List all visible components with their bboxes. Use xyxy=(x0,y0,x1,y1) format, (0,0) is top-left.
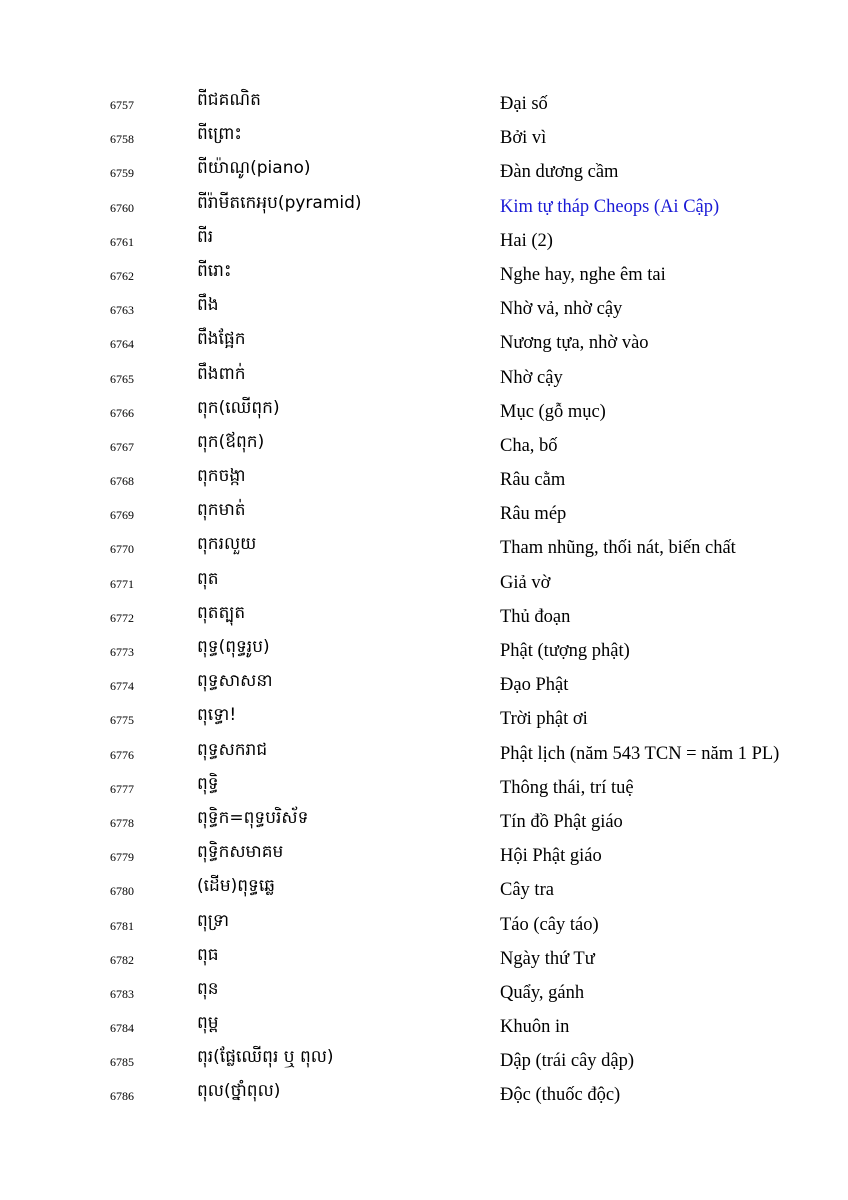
entry-row xyxy=(0,1043,848,1077)
entry-row xyxy=(0,360,848,394)
entry-row xyxy=(0,599,848,633)
khmer-term: (ដើម)ពុទ្ធឆ្លេ xyxy=(197,876,276,897)
vietnamese-meaning: Cha, bố xyxy=(500,435,558,456)
vietnamese-meaning: Đại số xyxy=(500,94,548,114)
entry-row xyxy=(0,633,848,667)
khmer-term: ពឹងពាក់ xyxy=(197,363,246,384)
khmer-term: ពុក(ឈើពុក) xyxy=(197,397,280,418)
vietnamese-meaning: Tham nhũng, thối nát, biến chất xyxy=(500,538,736,559)
vietnamese-meaning: Thủ đoạn xyxy=(500,606,571,627)
khmer-term: ពីព្រោះ xyxy=(197,124,242,145)
entry-row xyxy=(0,838,848,872)
khmer-term: ពឹង xyxy=(197,295,219,316)
vietnamese-meaning: Đạo Phật xyxy=(500,675,569,696)
vietnamese-meaning: Quẩy, gánh xyxy=(500,982,585,1003)
vietnamese-meaning: Đàn dương cầm xyxy=(500,162,619,183)
entry-number: 6759 xyxy=(110,166,134,181)
entry-row xyxy=(0,1009,848,1043)
entry-number: 6763 xyxy=(110,303,134,318)
entry-number: 6768 xyxy=(110,474,134,489)
khmer-term: ពុទ្ធោ! xyxy=(197,705,237,726)
vietnamese-meaning: Nghe hay, nghe êm tai xyxy=(500,264,666,285)
entry-number: 6779 xyxy=(110,850,134,865)
vietnamese-meaning: Táo (cây táo) xyxy=(500,914,599,935)
vietnamese-meaning: Mục (gỗ mục) xyxy=(500,401,606,422)
entry-number: 6786 xyxy=(110,1089,134,1104)
entry-row xyxy=(0,154,848,188)
khmer-term: ពុន xyxy=(197,978,219,999)
entry-number: 6778 xyxy=(110,815,134,830)
entry-number: 6761 xyxy=(110,234,134,249)
khmer-term: ពុម្ព xyxy=(197,1013,219,1034)
khmer-term: ពឹងផ្អែក xyxy=(197,329,246,350)
dictionary-entry-list xyxy=(0,86,848,1112)
entry-number: 6772 xyxy=(110,610,134,625)
khmer-term: ពីរ xyxy=(197,226,214,247)
entry-row xyxy=(0,1077,848,1111)
entry-number: 6782 xyxy=(110,952,134,967)
khmer-term: ពុករលួយ xyxy=(197,534,257,555)
entry-number: 6769 xyxy=(110,508,134,523)
entry-row xyxy=(0,530,848,564)
entry-number: 6765 xyxy=(110,371,134,386)
vietnamese-meaning: Nhờ vả, nhờ cậy xyxy=(500,299,623,320)
vietnamese-meaning: Trời phật ơi xyxy=(500,709,588,730)
entry-number: 6780 xyxy=(110,884,134,899)
entry-number: 6770 xyxy=(110,542,134,557)
khmer-term: ពុត xyxy=(197,568,219,589)
entry-number: 6777 xyxy=(110,781,134,796)
entry-row xyxy=(0,907,848,941)
entry-row xyxy=(0,394,848,428)
entry-row xyxy=(0,872,848,906)
vietnamese-meaning: Hai (2) xyxy=(500,230,553,251)
khmer-term: ពុទ្រា xyxy=(197,910,230,931)
entry-number: 6776 xyxy=(110,747,134,762)
vietnamese-meaning: Cây tra xyxy=(500,880,554,901)
vietnamese-meaning: Hội Phật giáo xyxy=(500,846,602,867)
entry-row xyxy=(0,291,848,325)
entry-number: 6774 xyxy=(110,679,134,694)
entry-row xyxy=(0,86,848,120)
vietnamese-meaning: Phật (tượng phật) xyxy=(500,641,630,661)
entry-number: 6758 xyxy=(110,132,134,147)
khmer-term: ពុទ្ធសករាជ xyxy=(197,739,268,760)
khmer-term: ពុកមាត់ xyxy=(197,500,246,521)
vietnamese-meaning: Nhờ cậy xyxy=(500,367,563,388)
khmer-term: ពុក(ឪពុក) xyxy=(197,431,265,452)
entry-number: 6757 xyxy=(110,98,134,112)
entry-row xyxy=(0,941,848,975)
entry-number: 6762 xyxy=(110,268,134,283)
khmer-term: ពុទ្ធ(ពុទ្ធរូប) xyxy=(197,637,270,657)
khmer-term: ពុរ(ផ្លែឈើពុរ ឬ ពុល) xyxy=(197,1047,334,1068)
entry-number: 6764 xyxy=(110,337,134,352)
entry-number: 6773 xyxy=(110,645,134,659)
entry-row xyxy=(0,701,848,735)
vietnamese-meaning: Râu cằm xyxy=(500,470,566,491)
entry-number: 6781 xyxy=(110,918,134,933)
khmer-term: ពុទ្ធិក=ពុទ្ធបរិស័ទ xyxy=(197,807,309,828)
vietnamese-meaning: Nương tựa, nhờ vào xyxy=(500,333,649,354)
entry-row xyxy=(0,223,848,257)
entry-number: 6771 xyxy=(110,576,134,591)
khmer-term: ពុកចង្កា xyxy=(197,466,246,487)
vietnamese-meaning: Độc (thuốc độc) xyxy=(500,1085,621,1106)
vietnamese-meaning: Giả vờ xyxy=(500,572,551,593)
entry-row xyxy=(0,428,848,462)
khmer-term: ពីរោះ xyxy=(197,260,232,281)
entry-number: 6767 xyxy=(110,439,134,454)
khmer-term: ពុទ្ធសាសនា xyxy=(197,671,273,692)
vietnamese-meaning: Bởi vì xyxy=(500,128,547,149)
vietnamese-meaning: Dập (trái cây dập) xyxy=(500,1051,635,1072)
khmer-term: ពីជគណិត xyxy=(197,90,261,110)
vietnamese-meaning: Tín đồ Phật giáo xyxy=(500,811,623,832)
khmer-term: ពីរ៉ាមីតកេអុប(pyramid) xyxy=(197,192,362,213)
entry-row xyxy=(0,496,848,530)
entry-number: 6784 xyxy=(110,1021,134,1036)
khmer-term: ពីយ៉ាណូ(piano) xyxy=(197,158,311,179)
khmer-term: ពុទ្ធិ xyxy=(197,773,219,794)
entry-row xyxy=(0,975,848,1009)
vietnamese-meaning: Phật lịch (năm 543 TCN = năm 1 PL) xyxy=(500,743,780,764)
entry-row xyxy=(0,736,848,770)
khmer-term: ពុទ្ធិកសមាគម xyxy=(197,842,284,863)
entry-row xyxy=(0,565,848,599)
entry-row xyxy=(0,257,848,291)
vietnamese-meaning-link[interactable]: Kim tự tháp Cheops (Ai Cập) xyxy=(500,196,720,217)
entry-row xyxy=(0,189,848,223)
entry-number: 6760 xyxy=(110,200,134,215)
entry-number: 6783 xyxy=(110,986,134,1001)
entry-row xyxy=(0,462,848,496)
vietnamese-meaning: Râu mép xyxy=(500,504,567,525)
khmer-term: ពុតត្បុត xyxy=(197,602,246,623)
entry-row xyxy=(0,120,848,154)
entry-row xyxy=(0,667,848,701)
entry-number: 6785 xyxy=(110,1055,134,1070)
entry-row xyxy=(0,325,848,359)
entry-number: 6766 xyxy=(110,405,134,420)
entry-row xyxy=(0,770,848,804)
khmer-term: ពុល(ថ្នាំពុល) xyxy=(197,1081,281,1102)
entry-row xyxy=(0,804,848,838)
khmer-term: ពុធ xyxy=(197,944,219,965)
vietnamese-meaning: Khuôn in xyxy=(500,1017,570,1038)
vietnamese-meaning: Ngày thứ Tư xyxy=(500,948,595,969)
vietnamese-meaning: Thông thái, trí tuệ xyxy=(500,777,634,798)
entry-number: 6775 xyxy=(110,713,134,728)
